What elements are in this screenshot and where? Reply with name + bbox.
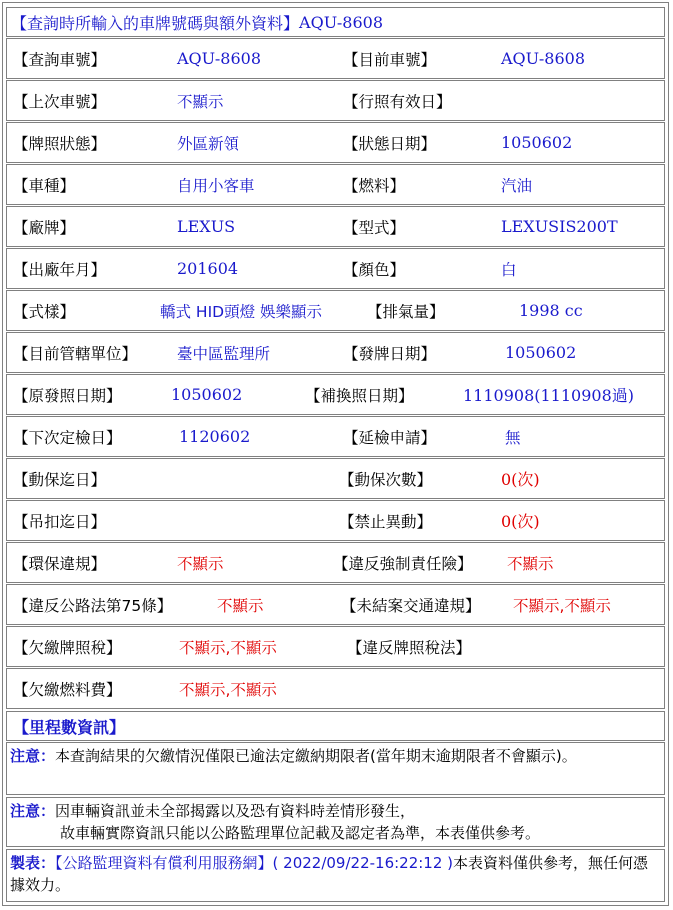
field-label: 【動保迄日】 — [13, 470, 107, 489]
field-value: 1050602 — [171, 385, 243, 404]
field-value: 不顯示,不顯示 — [179, 680, 277, 699]
field-value: 不顯示,不顯示 — [513, 596, 611, 615]
field-label: 【原發照日期】 — [13, 386, 122, 405]
info-row — [6, 290, 665, 331]
title-plate: AQU-8608 — [299, 12, 384, 32]
note2-line1: 因車輛資訊並未全部揭露以及恐有資料時差情形發生， — [55, 802, 416, 820]
field-value: AQU-8608 — [177, 49, 261, 68]
field-value: 不顯示 — [177, 554, 224, 573]
field-label: 【違反強制責任險】 — [333, 554, 473, 573]
field-value: LEXUSIS200T — [501, 217, 618, 236]
field-value: 1110908(1110908過) — [463, 386, 635, 405]
field-value: 汽油 — [501, 176, 533, 195]
field-label: 【廠牌】 — [13, 218, 76, 237]
field-value: 無 — [505, 428, 521, 447]
field-label: 【車種】 — [13, 176, 76, 195]
footer-note — [6, 849, 665, 902]
field-label: 【違反牌照稅法】 — [347, 638, 472, 657]
field-label: 【查詢車號】 — [13, 50, 107, 69]
field-value: 不顯示 — [177, 92, 224, 111]
info-row — [6, 458, 665, 499]
info-row — [6, 416, 665, 457]
page-title — [11, 8, 383, 36]
field-label: 【動保次數】 — [339, 470, 433, 489]
footer-head: 製表： — [10, 854, 56, 872]
info-row — [6, 584, 665, 625]
field-value: 白 — [501, 260, 517, 279]
title-row — [6, 7, 665, 37]
field-label: 【延檢申請】 — [343, 428, 437, 447]
field-label: 【下次定檢日】 — [13, 428, 122, 447]
field-value: 0(次) — [501, 470, 540, 489]
field-label: 【式樣】 — [13, 302, 76, 321]
field-label: 【目前車號】 — [343, 50, 437, 69]
field-label: 【顏色】 — [343, 260, 406, 279]
field-label: 【發牌日期】 — [343, 344, 437, 363]
info-row — [6, 248, 665, 289]
field-label: 【行照有效日】 — [343, 92, 452, 111]
field-label: 【燃料】 — [343, 176, 406, 195]
info-row — [6, 80, 665, 121]
info-row — [6, 332, 665, 373]
field-value: 1120602 — [179, 427, 251, 446]
field-value: LEXUS — [177, 217, 236, 236]
info-row — [6, 668, 665, 709]
field-label: 【吊扣迄日】 — [13, 512, 107, 531]
note-disclaimer — [6, 797, 665, 847]
footer-source: 【公路監理資料有償利用服務網】 — [55, 854, 273, 872]
note1-head: 注意： — [10, 747, 56, 765]
title-label: 【查詢時所輸入的車牌號碼與額外資料】 — [11, 13, 300, 33]
field-value: 轎式 HID頭燈 娛樂顯示 — [160, 302, 323, 321]
info-row — [6, 626, 665, 667]
note2-line2: 故車輛實際資訊只能以公路監理單位記載及認定者為準，本表僅供參考。 — [60, 824, 541, 842]
field-value: 1050602 — [505, 343, 577, 362]
mileage-heading: 【里程數資訊】 — [13, 717, 126, 737]
field-value: 1050602 — [501, 133, 573, 152]
note1-text: 本查詢結果的欠繳情況僅限已逾法定繳納期限者(當年期末逾期限者不會顯示)。 — [55, 747, 577, 765]
field-value: 不顯示 — [507, 554, 554, 573]
info-row — [6, 206, 665, 247]
field-label: 【違反公路法第75條】 — [13, 596, 173, 615]
field-label: 【牌照狀態】 — [13, 134, 107, 153]
field-label: 【型式】 — [343, 218, 406, 237]
field-value: 臺中區監理所 — [177, 344, 271, 363]
field-label: 【出廠年月】 — [13, 260, 107, 279]
field-label: 【欠繳燃料費】 — [13, 680, 122, 699]
field-value: 外區新領 — [177, 134, 240, 153]
field-label: 【欠繳牌照稅】 — [13, 638, 122, 657]
field-label: 【補換照日期】 — [305, 386, 414, 405]
field-label: 【環保違規】 — [13, 554, 107, 573]
field-value: 1998 cc — [519, 301, 583, 320]
field-value: AQU-8608 — [501, 49, 585, 68]
field-label: 【禁止異動】 — [339, 512, 433, 531]
field-label: 【排氣量】 — [367, 302, 445, 321]
info-row — [6, 374, 665, 415]
field-value: 自用小客車 — [177, 176, 255, 195]
field-label: 【上次車號】 — [13, 92, 107, 111]
note2-head: 注意： — [10, 802, 56, 820]
field-value: 201604 — [177, 259, 239, 278]
note-overdue — [6, 742, 665, 795]
field-value: 不顯示 — [217, 596, 264, 615]
info-row — [6, 542, 665, 583]
info-row — [6, 122, 665, 163]
info-row — [6, 500, 665, 541]
info-row — [6, 38, 665, 79]
mileage-row — [6, 711, 665, 741]
footer-text: 本表資料僅供參考，無任何憑據效力。 — [10, 854, 649, 894]
field-label: 【未結案交通違規】 — [341, 596, 481, 615]
field-label: 【狀態日期】 — [343, 134, 437, 153]
field-value: 不顯示,不顯示 — [179, 638, 277, 657]
info-row — [6, 164, 665, 205]
field-label: 【目前管轄單位】 — [13, 344, 138, 363]
footer-timestamp: ( 2022/09/22-16:22:12 ) — [272, 854, 454, 872]
field-value: 0(次) — [501, 512, 540, 531]
